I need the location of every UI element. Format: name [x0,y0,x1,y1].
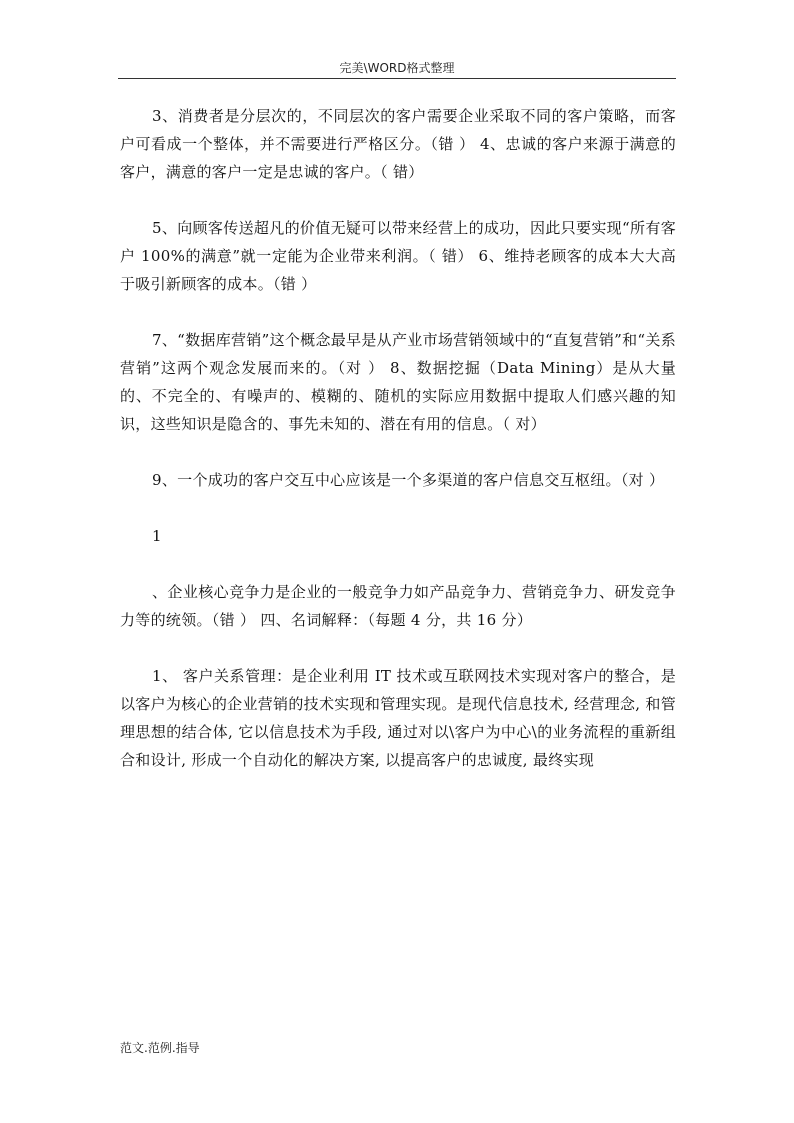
page-header: 完美\WORD格式整理 [339,61,455,75]
paragraph-term-crm: 1、 客户关系管理：是企业利用 IT 技术或互联网技术实现对客户的整合，是以客户为核心的企业营销的技术实现和管理实现。是现代信息技术, 经营理念, 和管理思想的结合体, 它以信息技术为手段, 通过对以\客户为中心\的业务流程的重新组合和设计, 形成一个自动化的解决方案, 以提高客户的忠诚度, 最终实现 [120,667,676,769]
paragraph-true-false-7-8: 7、“数据库营销”这个概念最早是从产业市场营销领域中的“直复营销”和“关系营销”这两个观念发展而来的。（对 ） 8、数据挖掘（Data Mining）是从大量的、不完全的、有噪声的、模糊的、随机的实际应用数据中提取人们感兴趣的知识，这些知识是隐含的、事先未知的、潜在有用的信息。（ 对） [120,331,676,433]
paragraph-true-false-10: 、企业核心竞争力是企业的一般竞争力如产品竞争力、营销竞争力、研发竞争力等的统领。（错 ） 四、名词解释：（每题 4 分，共 16 分） [120,583,676,629]
paragraph-number-fragment: 1 [152,527,162,545]
paragraph-true-false-9: 9、一个成功的客户交互中心应该是一个多渠道的客户信息交互枢纽。（对 ） [152,471,665,489]
page-footer: 范文.范例.指导 [120,1041,200,1055]
paragraph-true-false-5-6: 5、向顾客传送超凡的价值无疑可以带来经营上的成功，因此只要实现“所有客户 100%的满意”就一定能为企业带来利润。（ 错） 6、维持老顾客的成本大大高于吸引新顾客的成本。（错 ） [120,219,676,293]
paragraph-true-false-3-4: 3、消费者是分层次的，不同层次的客户需要企业采取不同的客户策略，而客户可看成一个整体，并不需要进行严格区分。（错 ） 4、忠诚的客户来源于满意的客户，满意的客户一定是忠诚的客户。（ 错） [120,107,676,181]
document-body [120,102,676,802]
header-divider [118,78,676,79]
